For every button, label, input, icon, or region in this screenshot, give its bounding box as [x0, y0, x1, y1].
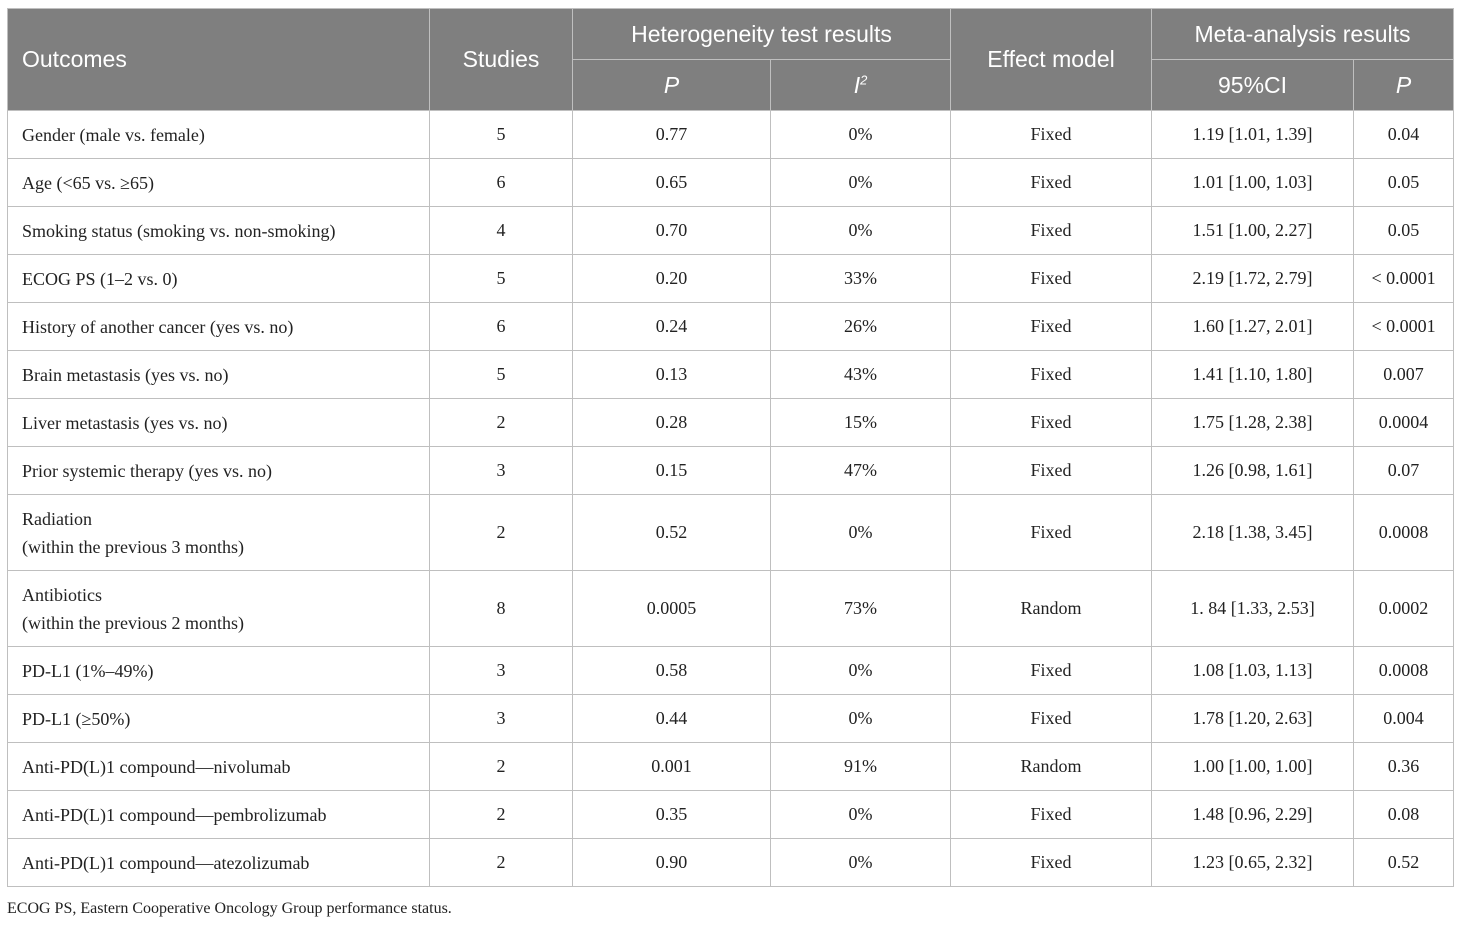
cell-p: 0.001	[573, 743, 771, 791]
cell-studies: 6	[430, 159, 573, 207]
cell-model: Fixed	[951, 791, 1152, 839]
cell-studies: 4	[430, 207, 573, 255]
table-row	[8, 447, 1454, 495]
cell-i2: 0%	[771, 111, 951, 159]
table-row	[8, 647, 1454, 695]
cell-model: Fixed	[951, 695, 1152, 743]
table-row	[8, 571, 1454, 647]
cell-studies: 2	[430, 791, 573, 839]
cell-p: 0.77	[573, 111, 771, 159]
cell-ci: 1. 84 [1.33, 2.53]	[1152, 571, 1354, 647]
cell-ci: 1.48 [0.96, 2.29]	[1152, 791, 1354, 839]
cell-outcome: PD-L1 (1%–49%)	[8, 647, 430, 695]
cell-model: Fixed	[951, 495, 1152, 571]
cell-studies: 2	[430, 399, 573, 447]
cell-i2: 15%	[771, 399, 951, 447]
cell-studies: 3	[430, 695, 573, 743]
cell-outcome: Age (<65 vs. ≥65)	[8, 159, 430, 207]
table-row	[8, 399, 1454, 447]
cell-p: 0.24	[573, 303, 771, 351]
cell-ci: 2.19 [1.72, 2.79]	[1152, 255, 1354, 303]
table-row	[8, 207, 1454, 255]
cell-studies: 5	[430, 255, 573, 303]
cell-studies: 8	[430, 571, 573, 647]
cell-p: 0.0005	[573, 571, 771, 647]
cell-mp: 0.52	[1354, 839, 1454, 887]
cell-mp: 0.0008	[1354, 647, 1454, 695]
cell-i2: 0%	[771, 839, 951, 887]
cell-p: 0.65	[573, 159, 771, 207]
header-het-i2: $I^2$	[771, 60, 951, 111]
cell-model: Fixed	[951, 255, 1152, 303]
cell-model: Random	[951, 743, 1152, 791]
cell-p: 0.35	[573, 791, 771, 839]
cell-outcome: Brain metastasis (yes vs. no)	[8, 351, 430, 399]
cell-model: Fixed	[951, 447, 1152, 495]
table-header	[8, 9, 1454, 111]
cell-outcome: Smoking status (smoking vs. non-smoking)	[8, 207, 430, 255]
table-row	[8, 495, 1454, 571]
cell-ci: 1.23 [0.65, 2.32]	[1152, 839, 1354, 887]
cell-mp: 0.007	[1354, 351, 1454, 399]
cell-ci: 1.75 [1.28, 2.38]	[1152, 399, 1354, 447]
cell-ci: 1.08 [1.03, 1.13]	[1152, 647, 1354, 695]
cell-mp: 0.05	[1354, 207, 1454, 255]
table-row	[8, 695, 1454, 743]
cell-studies: 2	[430, 839, 573, 887]
table-row	[8, 111, 1454, 159]
cell-outcome: PD-L1 (≥50%)	[8, 695, 430, 743]
cell-model: Fixed	[951, 351, 1152, 399]
cell-ci: 2.18 [1.38, 3.45]	[1152, 495, 1354, 571]
cell-p: 0.44	[573, 695, 771, 743]
cell-outcome: Anti-PD(L)1 compound—nivolumab	[8, 743, 430, 791]
cell-i2: 0%	[771, 495, 951, 571]
cell-mp: 0.0008	[1354, 495, 1454, 571]
cell-p: 0.52	[573, 495, 771, 571]
cell-studies: 5	[430, 111, 573, 159]
cell-mp: 0.004	[1354, 695, 1454, 743]
cell-ci: 1.51 [1.00, 2.27]	[1152, 207, 1354, 255]
cell-mp: < 0.0001	[1354, 255, 1454, 303]
cell-model: Fixed	[951, 647, 1152, 695]
cell-i2: 33%	[771, 255, 951, 303]
cell-i2: 73%	[771, 571, 951, 647]
cell-mp: 0.07	[1354, 447, 1454, 495]
cell-mp: 0.08	[1354, 791, 1454, 839]
cell-mp: 0.0004	[1354, 399, 1454, 447]
cell-outcome: Prior systemic therapy (yes vs. no)	[8, 447, 430, 495]
cell-p: 0.20	[573, 255, 771, 303]
cell-i2: 0%	[771, 647, 951, 695]
header-effect-model: Effect model	[951, 9, 1152, 111]
cell-outcome: Antibiotics (within the previous 2 months)	[8, 571, 430, 647]
cell-studies: 2	[430, 743, 573, 791]
cell-mp: 0.05	[1354, 159, 1454, 207]
cell-outcome: Liver metastasis (yes vs. no)	[8, 399, 430, 447]
cell-p: 0.13	[573, 351, 771, 399]
cell-mp: 0.04	[1354, 111, 1454, 159]
cell-mp: 0.36	[1354, 743, 1454, 791]
cell-i2: 0%	[771, 695, 951, 743]
cell-p: 0.28	[573, 399, 771, 447]
cell-outcome: Radiation (within the previous 3 months)	[8, 495, 430, 571]
table-footnote: ECOG PS, Eastern Cooperative Oncology Group performance status.	[7, 900, 452, 917]
table-row	[8, 743, 1454, 791]
header-het-p: P	[573, 60, 771, 111]
cell-p: 0.90	[573, 839, 771, 887]
cell-studies: 3	[430, 447, 573, 495]
table-body	[8, 111, 1454, 887]
cell-ci: 1.41 [1.10, 1.80]	[1152, 351, 1354, 399]
header-meta-analysis: Meta-analysis results	[1152, 9, 1454, 60]
cell-studies: 3	[430, 647, 573, 695]
header-heterogeneity: Heterogeneity test results	[573, 9, 951, 60]
header-studies: Studies	[430, 9, 573, 111]
table-row	[8, 839, 1454, 887]
table-row	[8, 351, 1454, 399]
table-row	[8, 159, 1454, 207]
cell-model: Random	[951, 571, 1152, 647]
cell-i2: 91%	[771, 743, 951, 791]
cell-ci: 1.78 [1.20, 2.63]	[1152, 695, 1354, 743]
header-meta-ci: 95%CI	[1152, 60, 1354, 111]
cell-studies: 5	[430, 351, 573, 399]
cell-p: 0.70	[573, 207, 771, 255]
cell-p: 0.15	[573, 447, 771, 495]
cell-ci: 1.00 [1.00, 1.00]	[1152, 743, 1354, 791]
cell-ci: 1.26 [0.98, 1.61]	[1152, 447, 1354, 495]
header-outcomes: Outcomes	[8, 9, 430, 111]
cell-model: Fixed	[951, 207, 1152, 255]
cell-outcome: Gender (male vs. female)	[8, 111, 430, 159]
cell-i2: 0%	[771, 159, 951, 207]
cell-model: Fixed	[951, 111, 1152, 159]
cell-model: Fixed	[951, 839, 1152, 887]
cell-model: Fixed	[951, 159, 1152, 207]
cell-p: 0.58	[573, 647, 771, 695]
cell-outcome: Anti-PD(L)1 compound—atezolizumab	[8, 839, 430, 887]
cell-i2: 47%	[771, 447, 951, 495]
cell-i2: 26%	[771, 303, 951, 351]
cell-ci: 1.19 [1.01, 1.39]	[1152, 111, 1354, 159]
cell-mp: 0.0002	[1354, 571, 1454, 647]
cell-outcome: Anti-PD(L)1 compound—pembrolizumab	[8, 791, 430, 839]
cell-ci: 1.60 [1.27, 2.01]	[1152, 303, 1354, 351]
cell-i2: 0%	[771, 791, 951, 839]
cell-model: Fixed	[951, 399, 1152, 447]
cell-studies: 2	[430, 495, 573, 571]
meta-analysis-table	[7, 8, 1454, 887]
header-meta-p: P	[1354, 60, 1454, 111]
cell-outcome: ECOG PS (1–2 vs. 0)	[8, 255, 430, 303]
cell-i2: 0%	[771, 207, 951, 255]
cell-mp: < 0.0001	[1354, 303, 1454, 351]
cell-i2: 43%	[771, 351, 951, 399]
cell-model: Fixed	[951, 303, 1152, 351]
cell-outcome: History of another cancer (yes vs. no)	[8, 303, 430, 351]
table-row	[8, 791, 1454, 839]
cell-ci: 1.01 [1.00, 1.03]	[1152, 159, 1354, 207]
cell-studies: 6	[430, 303, 573, 351]
table-row	[8, 255, 1454, 303]
table-row	[8, 303, 1454, 351]
